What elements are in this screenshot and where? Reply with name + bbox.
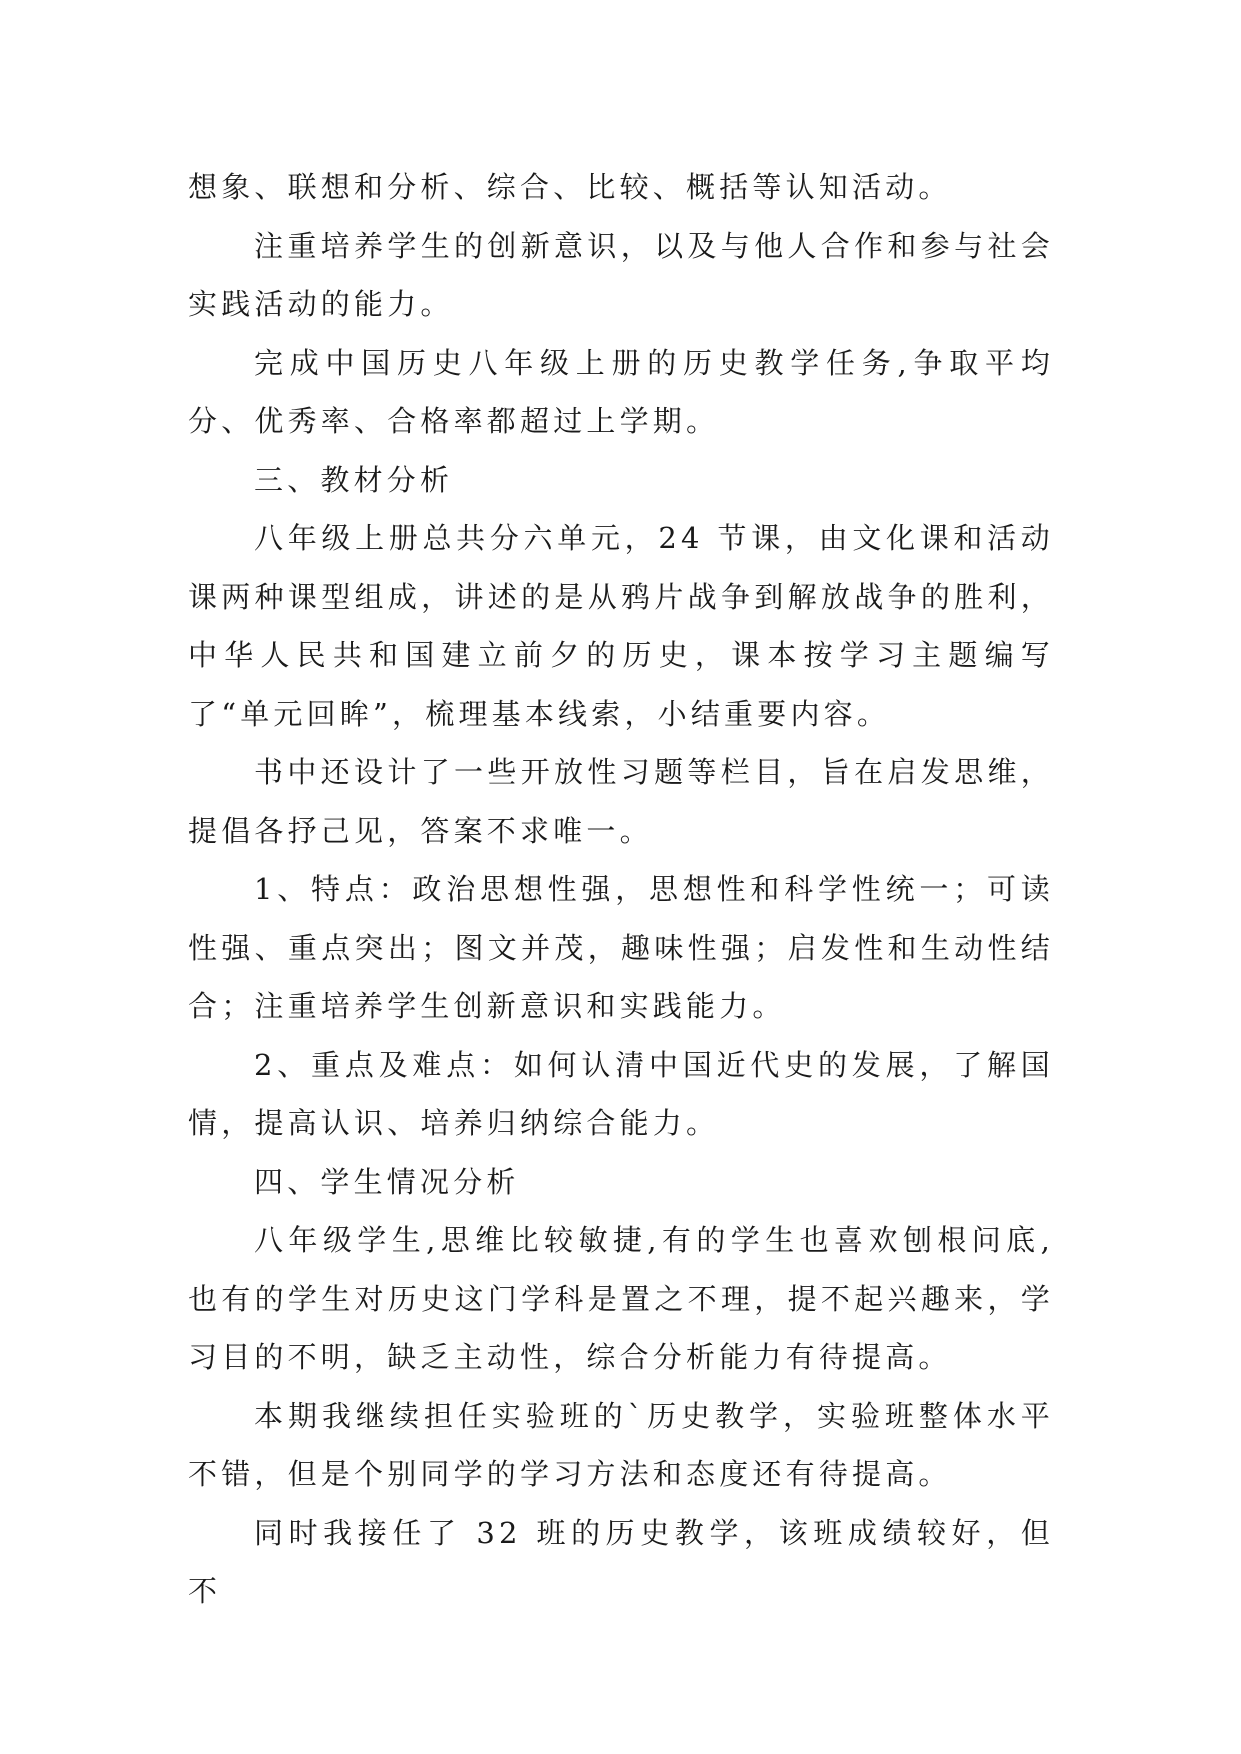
paragraph-4: 八年级上册总共分六单元，24 节课，由文化课和活动课两种课型组成，讲述的是从鸦片战争到解放战争的胜利，中华人民共和国建立前夕的历史，课本按学习主题编写了“单元回眸”，梳理基本线索，小结重要内容。 [188,521,1054,731]
paragraph-features: 1、特点：政治思想性强，思想性和科学性统一；可读性强、重点突出；图文并茂，趣味性强；启发性和生动性结合；注重培养学生创新意识和实践能力。 [188,872,1054,1023]
document-body [188,158,1054,1621]
paragraph-1: 想象、联想和分析、综合、比较、概括等认知活动。 [188,170,952,204]
paragraph-key-points: 2、重点及难点：如何认清中国近代史的发展，了解国情，提高认识、培养归纳综合能力。 [188,1047,1054,1140]
paragraph-8: 同时我接任了 32 班的历史教学，该班成绩较好，但不 [188,1515,1054,1608]
paragraph-6: 八年级学生,思维比较敏捷,有的学生也喜欢刨根问底,也有的学生对历史这门学科是置之不理，提不起兴趣来，学习目的不明，缺乏主动性，综合分析能力有待提高。 [188,1223,1054,1374]
section-heading-student-analysis: 四、学生情况分析 [254,1164,520,1199]
paragraph-7: 本期我继续担任实验班的`历史教学，实验班整体水平不错，但是个别同学的学习方法和态度还有待提高。 [188,1398,1054,1491]
paragraph-5: 书中还设计了一些开放性习题等栏目，旨在启发思维，提倡各抒己见，答案不求唯一。 [188,755,1054,848]
section-heading-textbook-analysis: 三、教材分析 [254,462,454,497]
paragraph-3: 完成中国历史八年级上册的历史教学任务,争取平均分、优秀率、合格率都超过上学期。 [188,345,1054,438]
paragraph-2: 注重培养学生的创新意识，以及与他人合作和参与社会实践活动的能力。 [188,228,1054,321]
